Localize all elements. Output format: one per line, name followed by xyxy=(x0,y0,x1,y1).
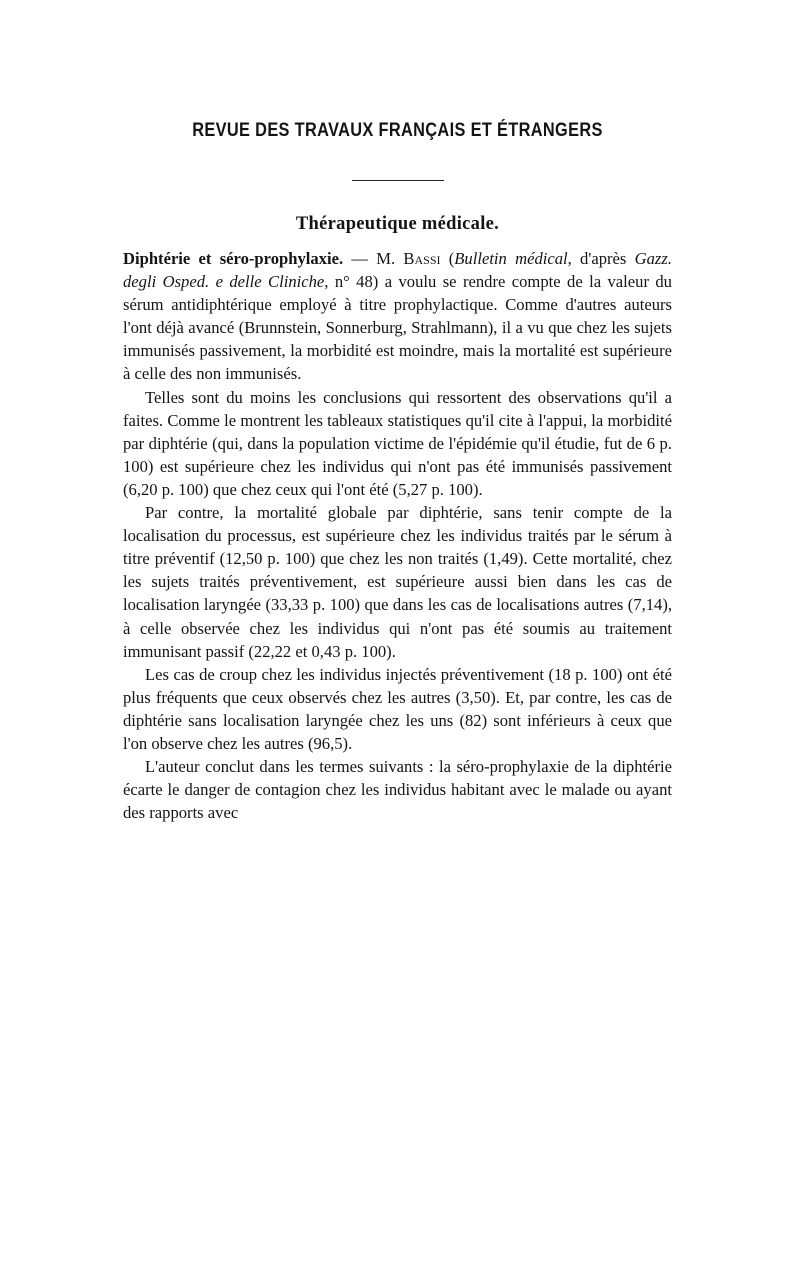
printed-page xyxy=(123,110,672,824)
paragraph-conclusion: L'auteur conclut dans les termes suivants : la séro-prophylaxie de la diphtérie écarte le danger de contagion chez les individus habitant avec le malade ou ayant des rapports avec xyxy=(123,757,672,823)
paragraph-mortality: Par contre, la mortalité globale par diphtérie, sans tenir compte de la localisation du processus, est supérieure chez les individus traités par le sérum à titre préventif (12,50 p. 100) que chez les non traités (1,49). Cette mortalité, chez les sujets traités préventivement, est supérieure aussi bien dans les cas de localisation laryngée (33,33 p. 100) que dans les cas de localisations autres (7,14), à celle observée chez les individus qui n'ont pas été soumis au traitement immunisant passif (22,22 et 0,43 p. 100). xyxy=(123,503,672,661)
section-title: Thérapeutique médicale. xyxy=(295,214,500,234)
article-source-mid: , d'après xyxy=(567,249,635,268)
article-source-open: ( xyxy=(440,249,455,268)
paragraph-croup: Les cas de croup chez les individus injectés préventivement (18 p. 100) ont été plus fréquents que ceux observés chez les autres (3,50). Et, par contre, les cas de diphtérie sans localisation laryngée chez les uns (82) sont inférieurs à ceux que l'on observe chez les autres (96,5). xyxy=(123,664,672,753)
running-head: REVUE DES TRAVAUX FRANÇAIS ET ÉTRANGERS xyxy=(192,120,603,141)
article-first-text: , n° 48) a voulu se rendre compte de la valeur du sérum antidiphtérique employé à titre prophylactique. Comme d'autres auteurs l'ont déjà avancé (Brunnstein, Sonnerburg, Strahlmann), il a vu que chez les sujets immunisés passivement, la morbidité est moindre, mais la mortalité est supérieure à celle des non immunisés. xyxy=(123,272,672,384)
paragraph-conclusions: Telles sont du moins les conclusions qui ressortent des observations qu'il a faites. Comme le montrent les tableaux statistiques qu'il cite à l'appui, la morbidité par diphtérie (qui, dans la population victime de l'épidémie qu'il étudie, fut de 6 p. 100) est supérieure chez les individus qui n'ont pas été immunisés passivement (6,20 p. 100) que chez ceux qui l'ont été (5,27 p. 100). xyxy=(123,387,672,499)
title-rule xyxy=(352,180,444,181)
article-body xyxy=(123,247,672,824)
article-source-gazette: Gazz. degli Osped. e delle Cliniche xyxy=(123,249,672,292)
article-dash: — M. xyxy=(343,249,404,268)
article-author: Bassi xyxy=(403,249,441,268)
article-first-paragraph xyxy=(123,247,672,386)
article-lead-title: Diphtérie et séro-prophylaxie. xyxy=(123,249,344,268)
article-source-journal: Bulletin médical xyxy=(454,249,568,268)
